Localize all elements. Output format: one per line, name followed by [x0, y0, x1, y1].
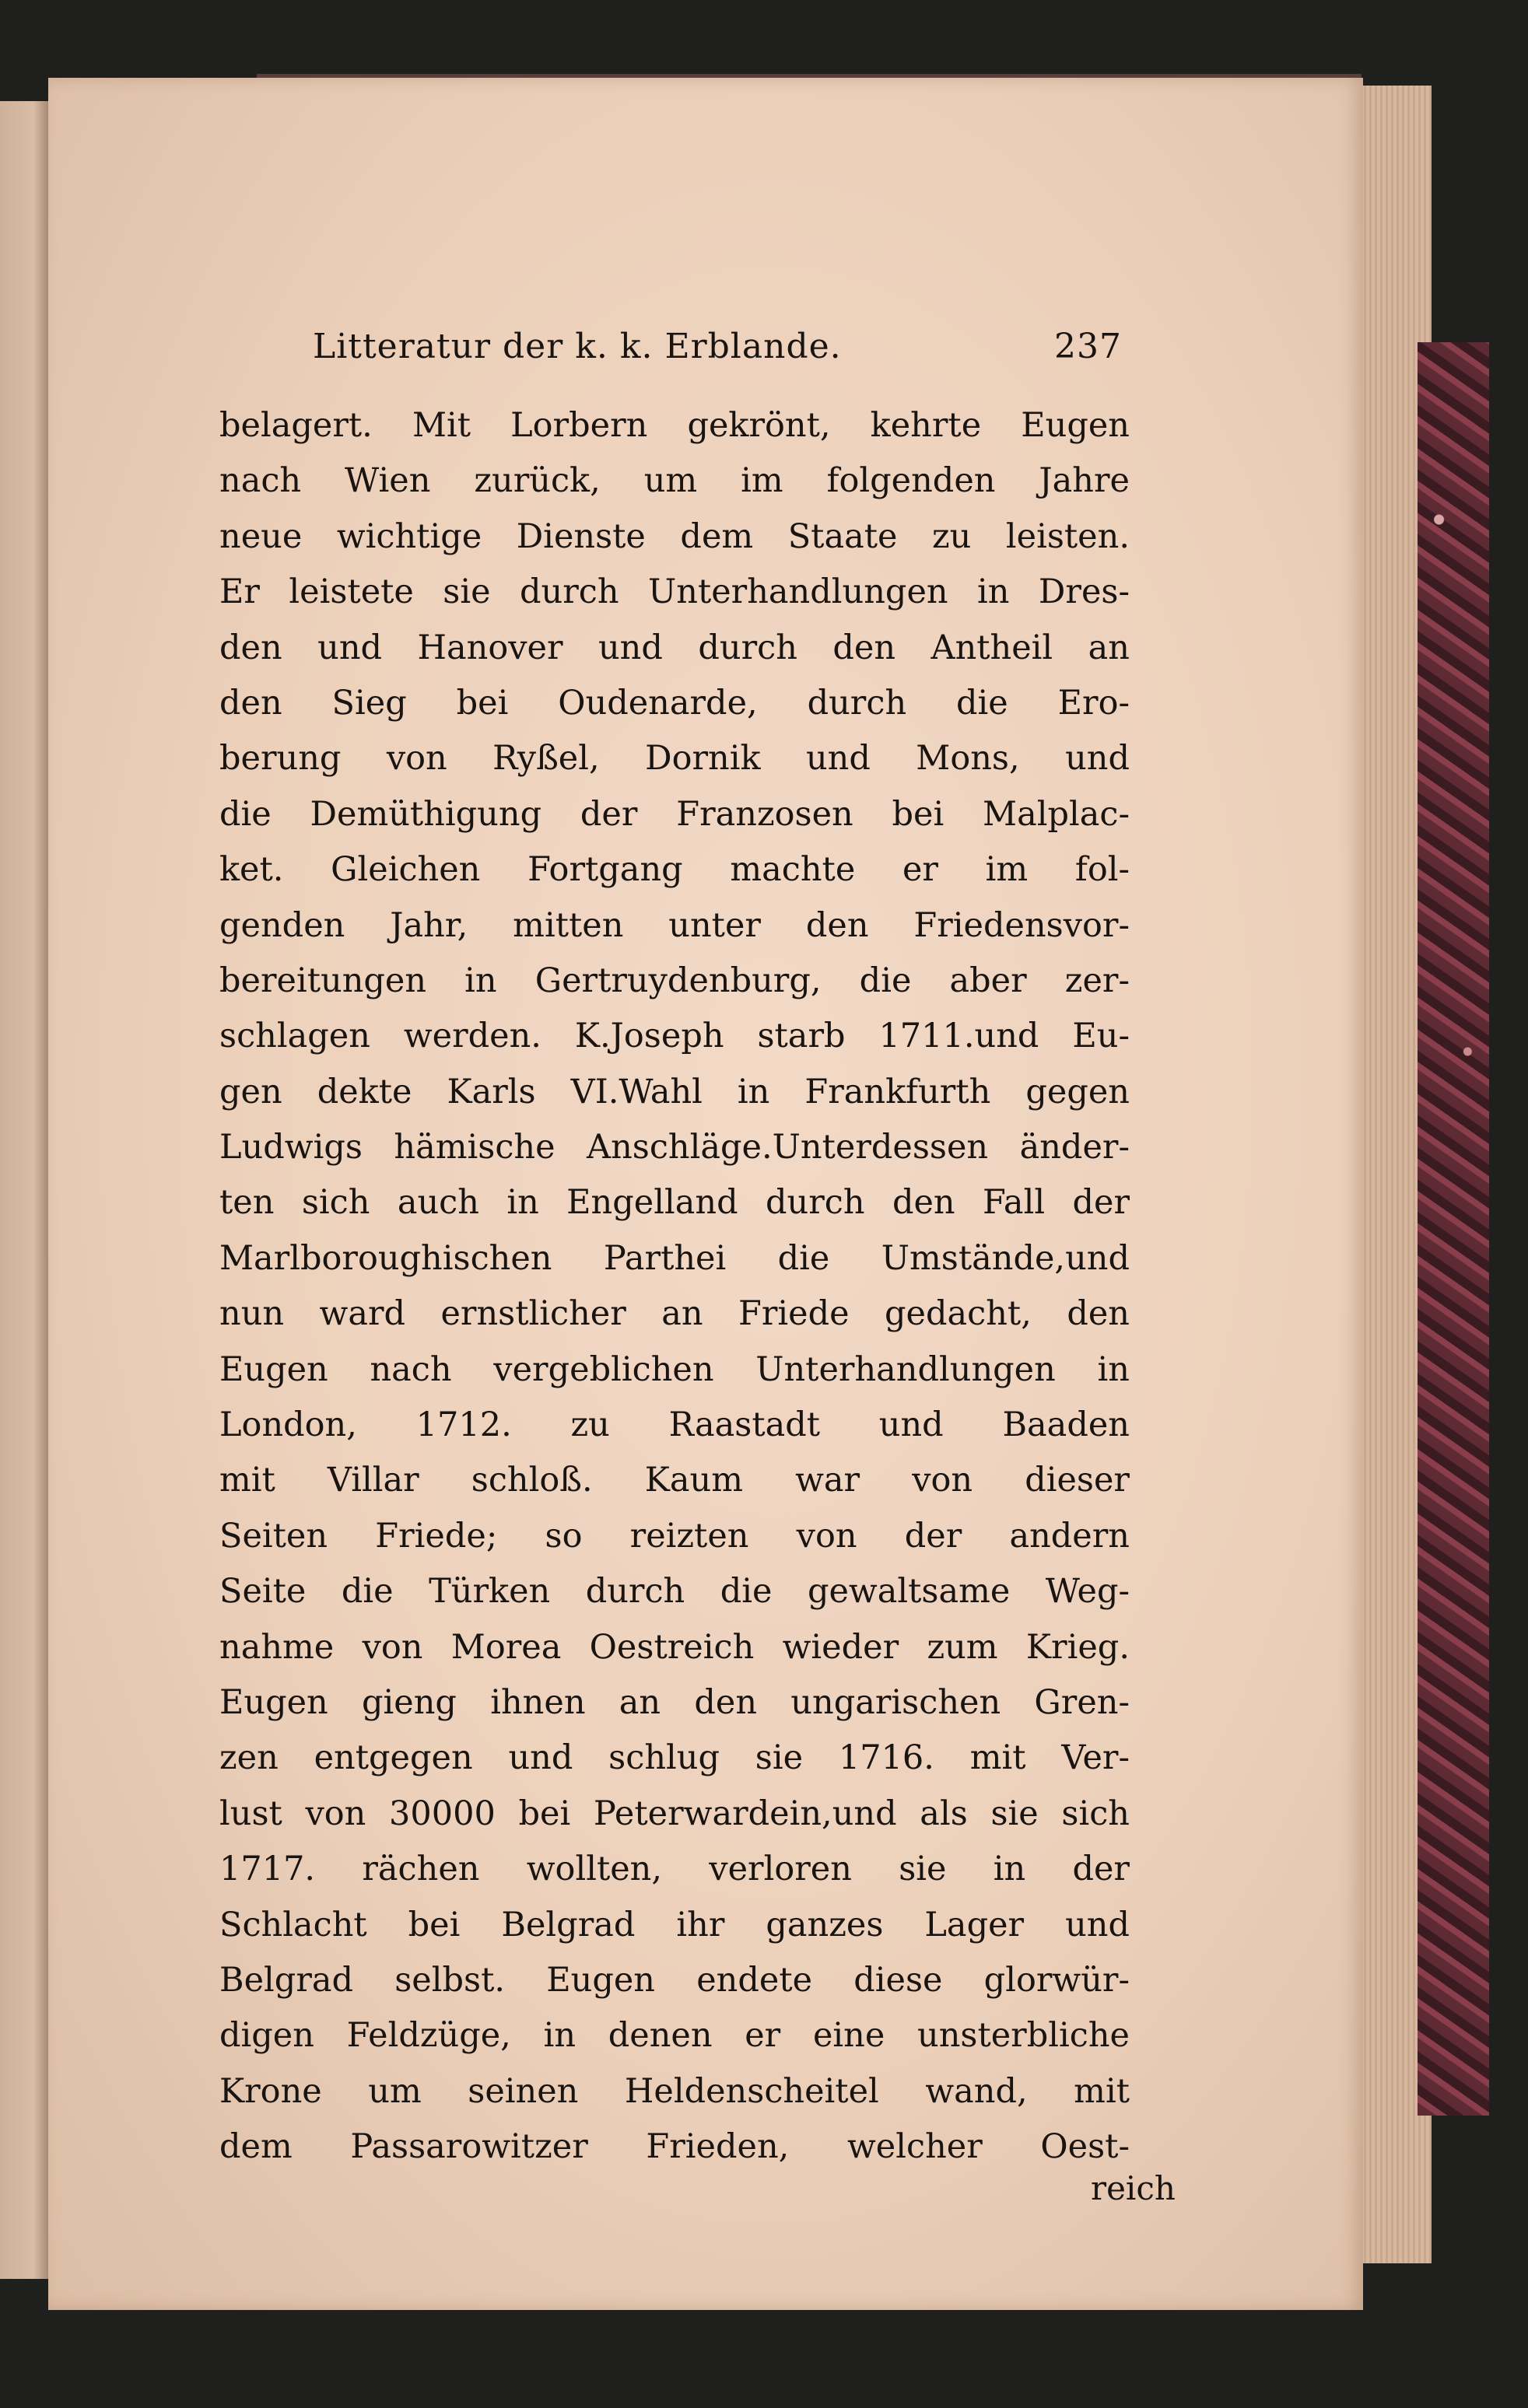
text-line: belagert. Mit Lorbern gekrönt, kehrte Eugen: [219, 406, 1130, 445]
text-line: ket. Gleichen Fortgang machte er im fol-: [219, 850, 1130, 890]
text-line: neue wichtige Dienste dem Staate zu leisten.: [219, 516, 1130, 556]
text-line: Seiten Friede; so reizten von der andern: [219, 1516, 1130, 1556]
text-line: den und Hanover und durch den Antheil an: [219, 628, 1130, 667]
book-page: [48, 78, 1363, 2310]
text-line: ten sich auch in Engelland durch den Fall der: [219, 1183, 1130, 1223]
text-line: Schlacht bei Belgrad ihr ganzes Lager und: [219, 1905, 1130, 1944]
text-line: den Sieg bei Oudenarde, durch die Ero-: [219, 683, 1130, 723]
text-line: Er leistete sie durch Unterhandlungen in Dres-: [219, 572, 1130, 612]
running-head: Litteratur der k. k. Erblande.: [313, 327, 842, 366]
page-header: [219, 327, 1130, 376]
text-line: zen entgegen und schlug sie 1716. mit Ver-: [219, 1738, 1130, 1778]
body-text: [219, 398, 1130, 2175]
text-line: nun ward ernstlicher an Friede gedacht, den: [219, 1294, 1130, 1334]
text-line: berung von Ryßel, Dornik und Mons, und: [219, 739, 1130, 779]
text-line: Belgrad selbst. Eugen endete diese glorwür-: [219, 1960, 1130, 2000]
text-line: genden Jahr, mitten unter den Friedensvor-: [219, 905, 1130, 945]
text-line: Eugen nach vergeblichen Unterhandlungen in: [219, 1349, 1130, 1389]
text-line: Ludwigs hämische Anschläge.Unterdessen änder-: [219, 1128, 1130, 1167]
text-line: lust von 30000 bei Peterwardein,und als sie sich: [219, 1794, 1130, 1833]
text-line: nahme von Morea Oestreich wieder zum Krieg.: [219, 1627, 1130, 1667]
text-line: Seite die Türken durch die gewaltsame Weg-: [219, 1572, 1130, 1612]
text-line: schlagen werden. K.Joseph starb 1711.und Eu-: [219, 1017, 1130, 1056]
text-line: Krone um seinen Heldenscheitel wand, mit: [219, 2071, 1130, 2111]
text-line: nach Wien zurück, um im folgenden Jahre: [219, 461, 1130, 501]
page-number: 237: [1054, 327, 1122, 366]
text-line: Marlboroughischen Parthei die Umstände,und: [219, 1238, 1130, 1278]
left-page-edge: [0, 101, 48, 2279]
text-line: gen dekte Karls VI.Wahl in Frankfurth gegen: [219, 1072, 1130, 1111]
text-line: Eugen gieng ihnen an den ungarischen Gren-: [219, 1682, 1130, 1722]
text-line: 1717. rächen wollten, verloren sie in der: [219, 1850, 1130, 1889]
marbled-cover: [1418, 342, 1489, 2116]
text-line: bereitungen in Gertruydenburg, die aber zer-: [219, 961, 1130, 1000]
page-content: [219, 327, 1176, 2207]
text-line: die Demüthigung der Franzosen bei Malplac-: [219, 794, 1130, 834]
catchword: reich: [1091, 2168, 1176, 2207]
text-line: London, 1712. zu Raastadt und Baaden: [219, 1405, 1130, 1445]
text-line: dem Passarowitzer Frieden, welcher Oest-: [219, 2127, 1130, 2167]
text-line: digen Feldzüge, in denen er eine unsterbliche: [219, 2016, 1130, 2056]
text-line: mit Villar schloß. Kaum war von dieser: [219, 1461, 1130, 1500]
